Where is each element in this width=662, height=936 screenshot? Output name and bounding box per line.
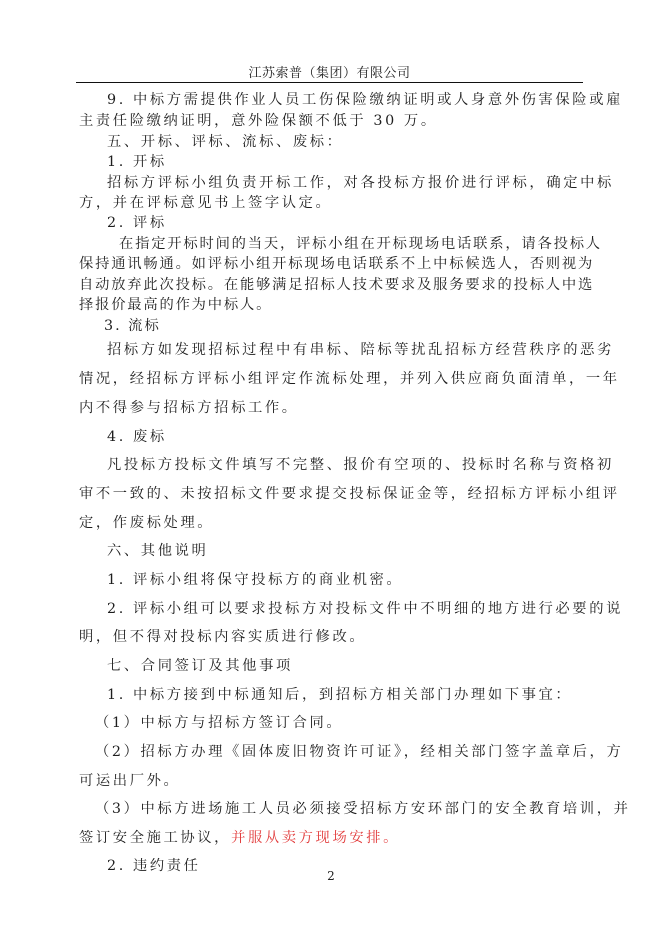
line-text: 2. 评标 (107, 215, 167, 231)
text-line (95, 712, 343, 732)
line-text: 1. 开标 (107, 154, 167, 170)
text-line (107, 89, 623, 109)
text-line (79, 827, 400, 847)
header-divider (76, 82, 583, 83)
page-header-company: 江苏索普（集团）有限公司 (248, 66, 411, 81)
line-text: 七、合同签订及其他事项 (107, 658, 293, 674)
line-text: 自动放弃此次投标。在能够满足招标人技术要求及服务要求的投标人中选 (79, 277, 595, 293)
text-line (79, 770, 180, 790)
text-line (107, 540, 208, 560)
page-number: 2 (327, 869, 335, 883)
line-text: 审不一致的、未按招标文件要求提交投标保证金等，经招标方评标小组评 (79, 486, 620, 502)
text-line (107, 454, 614, 474)
text-line (79, 274, 594, 294)
line-text: 3. 流标 (104, 318, 161, 334)
line-text: 情况，经招标方评标小组评定作流标处理，并列入供应商负面清单，一年 (79, 371, 620, 387)
text-line (95, 798, 631, 818)
text-line (79, 397, 299, 417)
text-line (107, 151, 167, 171)
line-text: （3）中标方进场施工人员必须接受招标方安环部门的安全教育培训，并 (95, 801, 631, 817)
line-text: （1）中标方与招标方签订合同。 (95, 715, 344, 731)
line-text: 保持通讯畅通。如评标小组开标现场电话联系不上中标候选人，否则视为 (79, 256, 595, 272)
line-text: 六、其他说明 (107, 543, 209, 559)
line-text: 可运出厂外。 (79, 773, 181, 789)
text-line (107, 212, 167, 232)
text-line (79, 253, 594, 273)
line-text: 9. 中标方需提供作业人员工伤保险缴纳证明或人身意外伤害保险或雇 (107, 92, 623, 108)
text-line (95, 741, 623, 761)
line-text: 1. 中标方接到中标通知后，到招标方相关部门办理如下事宜： (107, 687, 573, 703)
line-text: 4. 废标 (107, 429, 167, 445)
text-line (119, 233, 602, 253)
text-line (107, 131, 344, 151)
text-line (79, 192, 332, 212)
text-line (107, 172, 614, 192)
line-text: 主责任险缴纳证明，意外险保额不低于 30 万。 (79, 113, 438, 129)
line-text: 明，但不得对投标内容实质进行修改。 (79, 629, 367, 645)
line-text: 1. 评标小组将保守投标方的商业机密。 (107, 572, 404, 588)
text-line (107, 426, 167, 446)
text-line (107, 684, 572, 704)
line-text: 在指定开标时间的当天，评标小组在开标现场电话联系，请各投标人 (119, 236, 602, 252)
text-line (79, 483, 620, 503)
line-text: 五、开标、评标、流标、废标： (107, 134, 344, 150)
line-text: 择报价最高的作为中标人。 (79, 297, 273, 313)
text-line (107, 569, 403, 589)
line-text: 招标方评标小组负责开标工作，对各投标方报价进行评标，确定中标 (107, 175, 614, 191)
line-text: 凡投标方投标文件填写不完整、报价有空项的、投标时名称与资格初 (107, 457, 614, 473)
line-text: 内不得参与招标方招标工作。 (79, 400, 299, 416)
text-line (79, 110, 438, 130)
line-text: 招标方如发现招标过程中有串标、陪标等扰乱招标方经营秩序的恶劣 (107, 342, 614, 358)
text-line (107, 598, 623, 618)
text-line (79, 626, 366, 646)
line-text: 2. 违约责任 (107, 858, 201, 874)
line-text: 定，作废标处理。 (79, 515, 215, 531)
text-line (79, 294, 272, 314)
text-line (79, 512, 214, 532)
text-line (79, 368, 620, 388)
red-highlight-text: 并服从卖方现场安排。 (231, 830, 401, 846)
line-text: 方，并在评标意见书上签字认定。 (79, 195, 333, 211)
text-line (107, 339, 614, 359)
text-line (107, 655, 293, 675)
line-text: 2. 评标小组可以要求投标方对投标文件中不明细的地方进行必要的说 (107, 601, 623, 617)
line-text: （2）招标方办理《固体废旧物资许可证》，经相关部门签字盖章后，方 (95, 744, 624, 760)
text-line (104, 315, 161, 335)
line-text: 签订安全施工协议， (79, 830, 232, 846)
